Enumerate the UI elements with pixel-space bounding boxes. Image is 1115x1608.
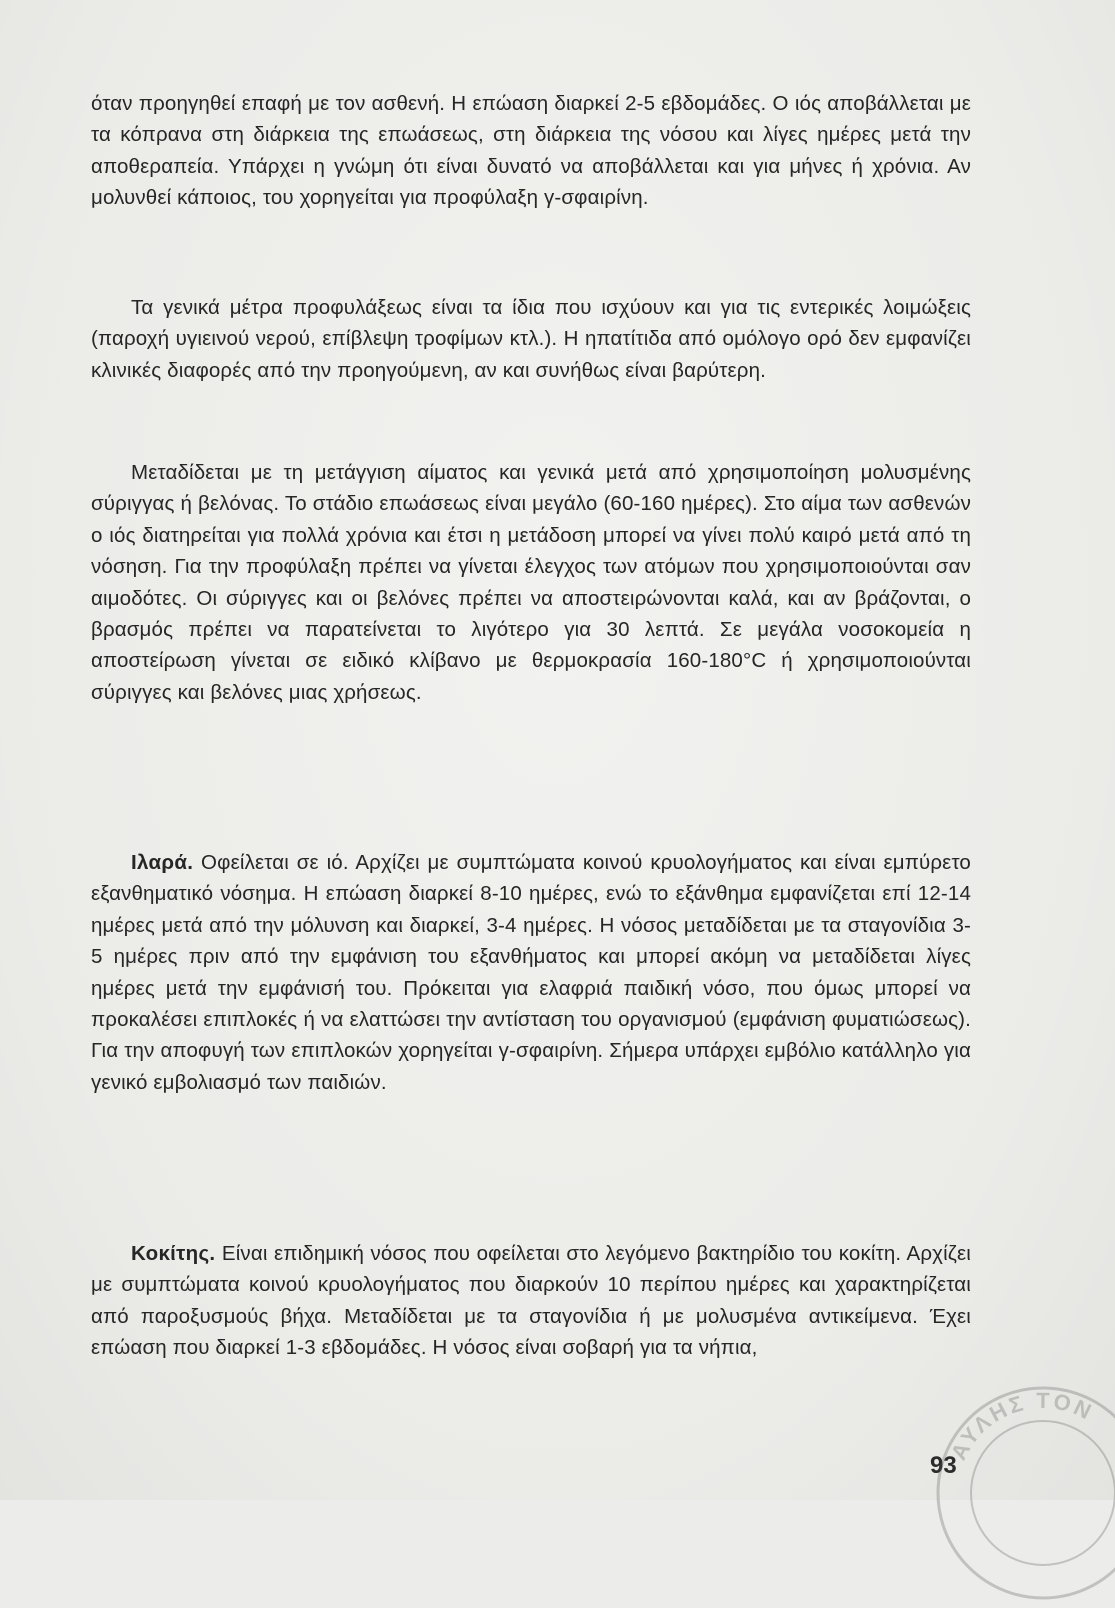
paragraph-text: Είναι επιδημική νόσος που οφείλεται στο λεγόμενο βακτηρίδιο του κοκίτη. Αρχίζει με συμπτώματα κοινού κρυολογήματος που διαρκούν 10 περίπου ημέρες και χαρακτηρίζεται από παροξυσμούς βήχα. Μεταδίδεται με τα σταγονίδια ή με μολυσμένα αντικείμενα. Έχει επώαση που διαρκεί 1-3 εβδομάδες. Η νόσος είναι σοβαρή για τα νήπια, [91,1242,971,1360]
paragraph-text: Μεταδίδεται με τη μετάγγιση αίματος και γενικά μετά από χρησιμοποίηση μολυσμένης σύριγγας ή βελόνας. Το στάδιο επωάσεως είναι μεγάλο (60-160 ημέρες). Στο αίμα των ασθενών ο ιός διατηρείται για πολλά χρόνια και έτσι η μετάδοση μπορεί να γίνει πολύ καιρό μετά από τη νόσηση. Για την προφύλαξη πρέπει να γίνεται έλεγχος των ατόμων που χρησιμοποιούνται σαν αιμοδότες. Οι σύριγγες και οι βελόνες πρέπει να αποστειρώνονται καλά, και αν βράζονται, ο βρασμός πρέπει να παρατείνεται το λιγότερο για 30 λεπτά. Σε μεγάλα νοσοκομεία η αποστείρωση γίνεται σε ειδικό κλίβανο με θερμοκρασία 160-180°C ή χρησιμοποιούνται σύριγγες και βελόνες μιας χρήσεως. [91,461,971,704]
svg-text:ΑΥΛΗΣ ΤΟΝ [946,1388,1098,1464]
paragraph-text: Οφείλεται σε ιό. Αρχίζει με συμπτώματα κοινού κρυολογήματος και είναι εμπύρετο εξανθηματικό νόσημα. Η επώαση διαρκεί 8-10 ημέρες, ενώ το εξάνθημα εμφανίζεται επί 12-14 ημέρες μετά από την μόλυνση και διαρκεί, 3-4 ημέρες. Η νόσος μεταδίδεται με τα σταγονίδια 3-5 ημέρες πριν από την εμφάνιση του εξανθήματος και μπορεί ακόμη να μεταδίδεται λίγες ημέρες μετά την εμφάνισή του. Πρόκειται για ελαφριά παιδική νόσο, που όμως μπορεί να προκαλέσει επιπλοκές ή να ελαττώσει την αντίσταση του οργανισμού (εμφάνιση φυματιώσεως). Για την αποφυγή των επιπλοκών χορηγείται γ-σφαιρίνη. Σήμερα υπάρχει εμβόλιο κατάλληλο για γενικό εμβολιασμό των παιδιών. [91,851,971,1094]
paragraph-prevention-measures [91,292,971,386]
term-pertussis: Κοκίτης. [131,1242,216,1265]
paragraph-serum-hepatitis-transmission [91,457,971,708]
paragraph-hepatitis-incubation [91,88,971,214]
library-stamp [928,1378,1115,1608]
paragraph-measles [91,847,971,1098]
paragraph-text: όταν προηγηθεί επαφή με τον ασθενή. Η επώαση διαρκεί 2-5 εβδομάδες. Ο ιός αποβάλλεται με τα κόπρανα στη διάρκεια της επωάσεως, στη διάρκεια της νόσου και λίγες ημέρες μετά την αποθεραπεία. Υπάρχει η γνώμη ότι είναι δυνατό να αποβάλλεται και για μήνες ή χρόνια. Αν μολυνθεί κάποιος, του χορηγείται για προφύλαξη γ-σφαιρίνη. [91,92,971,210]
paragraph-pertussis [91,1238,971,1364]
page-number: 93 [930,1452,957,1479]
paragraph-text: Τα γενικά μέτρα προφυλάξεως είναι τα ίδια που ισχύουν και για τις εντερικές λοιμώξεις (παροχή υγιεινού νερού, επίβλεψη τροφίμων κτλ.). Η ηπατίτιδα από ομόλογο ορό δεν εμφανίζει κλινικές διαφορές από την προηγούμενη, αν και συνήθως είναι βαρύτερη. [91,296,971,382]
stamp-text: ΑΥΛΗΣ ΤΟΝ [945,1387,1098,1464]
term-measles: Ιλαρά. [131,851,194,874]
